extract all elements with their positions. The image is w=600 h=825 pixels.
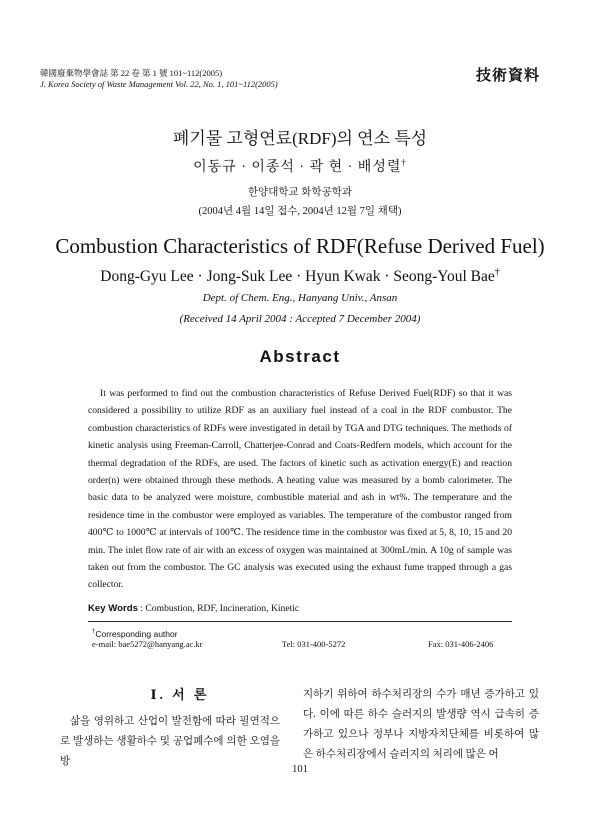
korean-title: 폐기물 고형연료(RDF)의 연소 특성 — [172, 129, 428, 148]
abstract-body: It was performed to find out the combustion characteristics of Refuse Derived Fuel(RDF) so that it was considered a possibility to utilize RDF as an auxiliary fuel instead of a coal in the RDF combustor. The combustion characteristics of RDFs were investigated in detail by TGA and DTG techniques. The methods of kinetic analysis using Freeman-Carroll, Chatterjee-Conrad and Coats-Redfern models, which account for the thermal degradation of the RDFs, are used. The factors of kinetic such as activation energy(E) and reaction order(n) were obtained through these methods. A heating value was measured by a bomb calorimeter. The basic data to be analyzed were moisture, combustible material and ash in wt%. The temperature and the residence time in the combustor were employed as variables. The temperature of the combustor ranged from 400℃ to 1000℃ at intervals of 100℃. The residence time in the combustor was fixed at 5, 8, 10, 15 and 20 min. The inlet flow rate of air with an excess of oxygen was maintained at 300mL/min. A 10g of sample was taken out from the combustor. The GC analysis was executed using the exhaust fume trapped through a gas collector. — [88, 388, 512, 591]
english-author-mark: † — [494, 267, 500, 278]
section-tag: 技術資料 — [475, 68, 540, 84]
english-author-names: Dong-Gyu Lee · Jong-Suk Lee · Hyun Kwak · Seong-Youl Bae — [100, 268, 495, 286]
english-authors — [0, 267, 600, 286]
corresponding-author-note — [92, 627, 178, 640]
contact-fax: Fax: 031-406-2406 — [428, 639, 494, 649]
korean-author-mark: † — [401, 157, 407, 168]
korean-affiliation: 한양대학교 화학공학과 — [247, 187, 353, 198]
contact-tel: Tel: 031-400-5272 — [282, 639, 346, 649]
corresponding-mark: † — [92, 629, 96, 635]
english-department: Dept. of Chem. Eng., Hanyang Univ., Ansan — [202, 292, 398, 304]
body-column-left: 삶을 영위하고 산업이 발전함에 따라 필연적으로 발생하는 생활하수 및 공업폐수에 의한 오염을 방 — [60, 716, 280, 767]
keywords-label: Key Words — [88, 603, 138, 614]
contact-email: e-mail: bae5272@hanyang.ac.kr — [92, 639, 203, 649]
korean-authors — [0, 156, 600, 176]
body-column-right: 지하기 위하여 하수처리장의 수가 매년 증가하고 있다. 이에 따른 하수 슬러지의 발생량 역시 급속히 증가하고 있으나 정부나 지방자치단체를 비롯하여 많은 하수처리장에서 슬러지의 처리에 많은 어 — [303, 689, 539, 760]
korean-author-names: 이동규 · 이종석 · 곽 현 · 배성렬 — [193, 160, 402, 175]
corresponding-label: Corresponding author — [95, 628, 178, 639]
english-title: Combustion Characteristics of RDF(Refuse Derived Fuel) — [55, 234, 545, 258]
keywords-text: : Combustion, RDF, Incineration, Kinetic — [140, 603, 300, 614]
journal-info — [40, 68, 278, 90]
page-number: 101 — [292, 764, 308, 775]
korean-dates: (2004년 4월 14일 접수, 2004년 12월 7일 채택) — [198, 206, 402, 217]
section-heading-introduction: Ⅰ. 서 론 — [150, 687, 210, 702]
keywords — [88, 603, 299, 614]
english-dates: (Received 14 April 2004 : Accepted 7 December 2004) — [179, 313, 421, 325]
journal-line-english: J. Korea Society of Waste Management Vol. 22, No. 1, 101~112(2005) — [40, 79, 278, 89]
footnote-divider — [88, 621, 512, 622]
journal-line-korean: 韓國廢棄物學會誌 第 22 卷 第 1 號 101~112(2005) — [40, 68, 223, 78]
abstract-heading: Abstract — [259, 347, 341, 366]
